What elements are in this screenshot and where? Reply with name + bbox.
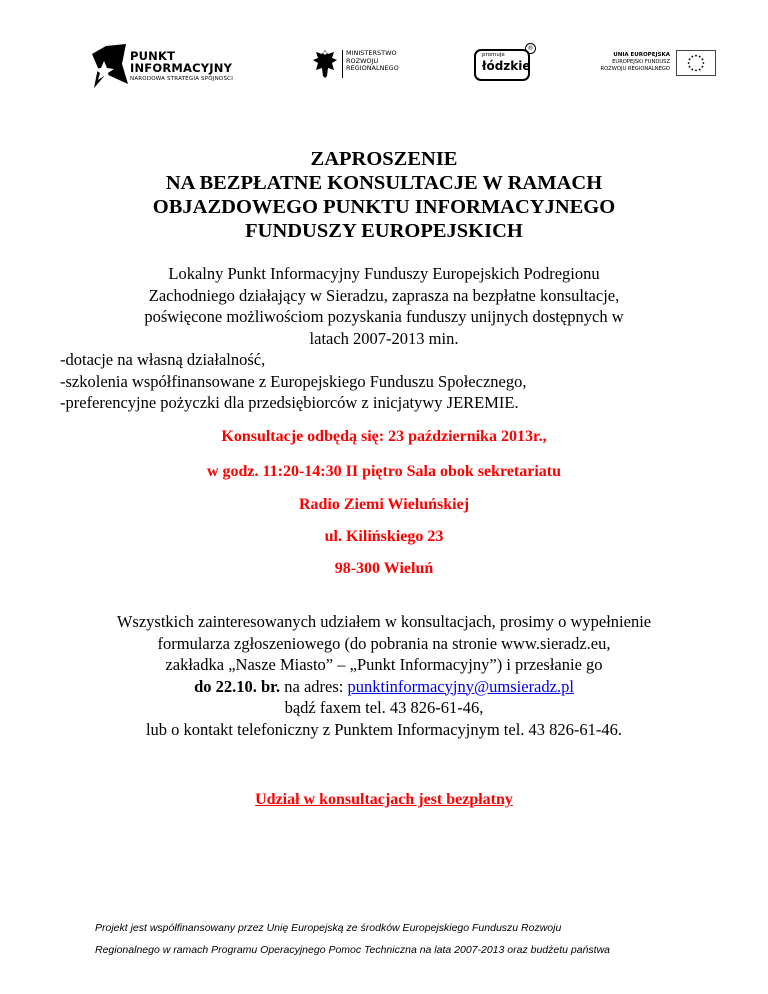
- contact-line5: bądź faxem tel. 43 826-61-46,: [284, 698, 484, 717]
- punkt-informacyjny-logo: [92, 40, 262, 96]
- funding-list: [60, 349, 708, 414]
- title-line1: ZAPROSZENIE: [310, 148, 458, 170]
- intro-line4: latach 2007-2013 min.: [309, 328, 459, 348]
- footer-line1: Projekt jest współfinansowany przez Unię Europejską ze środków Europejskiego Funduszu Rozwoju: [95, 922, 562, 934]
- eu-line3: ROZWOJU REGIONALNEGO: [600, 66, 670, 72]
- intro-line2: Zachodniego działający w Sieradzu, zaprasza na bezpłatne konsultacje,: [148, 285, 620, 305]
- list-item: -preferencyjne pożyczki dla przedsiębiorców z inicjatywy JEREMIE.: [60, 393, 519, 412]
- punkt-logo-sub: NARODOWA STRATEGIA SPÓJNOŚCI: [130, 76, 234, 82]
- eu-logo: [600, 40, 718, 96]
- email-link[interactable]: punktinformacyjny@umsieradz.pl: [347, 676, 574, 696]
- ministry-line3: REGIONALNEGO: [346, 64, 399, 72]
- lodzkie-big-text: łódzkie: [482, 59, 531, 73]
- deadline-text: do 22.10. br.: [194, 676, 281, 696]
- eagle-emblem-icon: [312, 48, 338, 80]
- eu-line1: UNIA EUROPEJSKA: [613, 52, 670, 58]
- contact-line4: [60, 676, 708, 698]
- event-city: 98-300 Wieluń: [334, 560, 434, 577]
- star-burst-icon: [92, 44, 128, 88]
- eu-flag-icon: [676, 50, 716, 76]
- ministry-line1: MINISTERSTWO: [346, 49, 397, 57]
- event-time: w godz. 11:20-14:30 II piętro Sala obok sekretariatu: [206, 463, 562, 480]
- list-item: -dotacje na własną działalność,: [60, 350, 266, 369]
- contact-paragraph: [60, 611, 708, 740]
- intro-paragraph: [60, 263, 708, 349]
- event-date: Konsultacje odbędą się: 23 października 2013r.,: [221, 428, 547, 445]
- contact-line6: lub o kontakt telefoniczny z Punktem Informacyjnym tel. 43 826-61-46.: [145, 719, 623, 739]
- list-item: -szkolenia współfinansowane z Europejskiego Funduszu Społecznego,: [60, 371, 527, 391]
- punkt-logo-line1: PUNKT: [130, 49, 176, 63]
- ministry-line2: ROZWOJU: [346, 56, 379, 65]
- contact-line2: formularza zgłoszeniowego (do pobrania na stronie www.sieradz.eu,: [157, 633, 611, 653]
- page-title: [60, 147, 708, 243]
- ministry-logo: [312, 40, 422, 96]
- ministry-divider: [342, 50, 343, 78]
- punkt-logo-line2: INFORMACYJNY: [130, 61, 233, 75]
- lodzkie-small-text: promuje: [482, 52, 505, 58]
- title-line3: OBJAZDOWEGO PUNKTU INFORMACYJNEGO: [152, 196, 616, 218]
- intro-line1: Lokalny Punkt Informacyjny Funduszy Europejskich Podregionu: [168, 264, 600, 283]
- lodzkie-logo: [470, 40, 540, 96]
- contact-line3: zakładka „Nasze Miasto” – „Punkt Informacyjny”) i przesłanie go: [165, 655, 603, 674]
- event-street: ul. Kilińskiego 23: [324, 528, 444, 545]
- title-line2: NA BEZPŁATNE KONSULTACJE W RAMACH: [165, 172, 603, 194]
- logo-bar: [0, 40, 768, 96]
- registered-mark: ®: [525, 43, 536, 54]
- address-prefix: na adres:: [280, 676, 348, 696]
- intro-line3: poświęcone możliwościom pozyskania funduszy unijnych dostępnych w: [144, 307, 624, 326]
- contact-line1: Wszystkich zainteresowanych udziałem w konsultacjach, prosimy o wypełnienie: [116, 612, 652, 631]
- free-participation-note: Udział w konsultacjach jest bezpłatny: [255, 791, 513, 808]
- title-line4: FUNDUSZY EUROPEJSKICH: [245, 220, 523, 242]
- footer-line2: Regionalnego w ramach Programu Operacyjnego Pomoc Techniczna na lata 2007-2013 oraz budżetu państwa: [95, 944, 611, 956]
- eu-line2: EUROPEJSKI FUNDUSZ: [612, 59, 670, 65]
- event-place: Radio Ziemi Wieluńskiej: [298, 496, 470, 513]
- footer-note: [95, 917, 695, 961]
